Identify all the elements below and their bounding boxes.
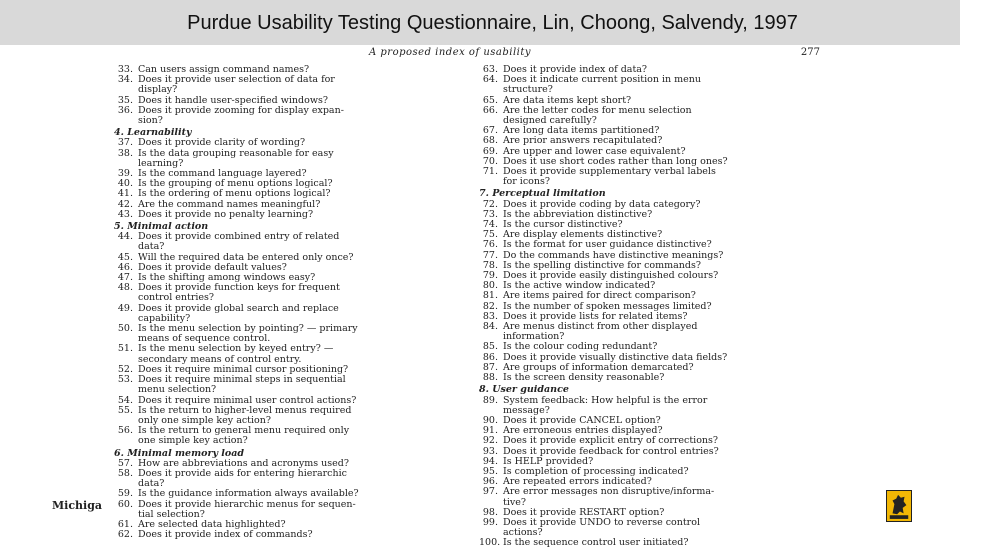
- question-number: 85.: [482, 341, 498, 353]
- question-number: 53.: [117, 374, 133, 386]
- question-text: Is the grouping of menu options logical?: [138, 178, 333, 190]
- question-number: 33.: [117, 64, 133, 75]
- question-text: Are the letter codes for menu selection: [503, 104, 692, 116]
- section-heading: 6. Minimal memory load: [114, 447, 245, 459]
- question-text: Are error messages non disruptive/informa-: [503, 486, 715, 498]
- footer-university-text: Michiga: [52, 499, 103, 512]
- question-number: 97.: [482, 486, 498, 498]
- question-text: Is the screen density reasonable?: [503, 372, 665, 384]
- question-text: Does it provide no penalty learning?: [138, 208, 314, 220]
- question-number: 40.: [117, 178, 133, 190]
- question-number: 44.: [117, 231, 133, 243]
- question-text: structure?: [503, 84, 553, 96]
- question-text: Are prior answers recapitulated?: [503, 135, 663, 147]
- section-heading: 7. Perceptual limitation: [479, 188, 606, 200]
- question-number: 58.: [117, 467, 133, 479]
- question-text: tive?: [503, 496, 526, 508]
- question-text: Does it provide UNDO to reverse control: [503, 516, 700, 528]
- question-number: 81.: [482, 290, 498, 302]
- question-number: 45.: [117, 251, 133, 263]
- question-text: Does it provide CANCEL option?: [503, 414, 661, 426]
- question-number: 57.: [117, 457, 133, 469]
- question-number: 54.: [117, 394, 133, 406]
- question-number: 56.: [117, 425, 133, 437]
- question-text: display?: [138, 84, 178, 96]
- question-text: actions?: [503, 527, 543, 539]
- question-text: Is the colour coding redundant?: [503, 341, 658, 353]
- question-number: 43.: [117, 208, 133, 220]
- question-column-right: [479, 65, 809, 549]
- question-text: menu selection?: [138, 384, 217, 396]
- question-text: Is the ordering of menu options logical?: [138, 188, 331, 200]
- question-number: 34.: [117, 74, 133, 86]
- question-number: 69.: [482, 145, 498, 157]
- question-text: Is the data grouping reasonable for easy: [138, 147, 334, 159]
- question-number: 86.: [482, 351, 498, 363]
- question-text: Does it provide user selection of data for: [138, 74, 335, 86]
- question-text: Does it provide aids for entering hierarchic: [138, 467, 347, 479]
- question-number: 59.: [117, 488, 133, 500]
- question-text: Is the abbreviation distinctive?: [503, 208, 653, 220]
- question-number: 91.: [482, 425, 498, 437]
- question-text: Is the shifting among windows easy?: [138, 272, 316, 284]
- question-number: 96.: [482, 476, 498, 488]
- question-number: 39.: [117, 168, 133, 180]
- question-number: 79.: [482, 270, 498, 282]
- question-text: Are display elements distinctive?: [503, 229, 663, 241]
- question-text: Does it provide lists for related items?: [503, 310, 688, 322]
- question-text: secondary means of control entry.: [138, 353, 302, 365]
- question-number: 84.: [482, 321, 498, 333]
- question-number: 42.: [117, 198, 133, 210]
- question-item: [114, 385, 444, 395]
- question-number: 100.: [479, 537, 501, 549]
- question-item: [114, 436, 444, 446]
- question-text: control entries?: [138, 292, 215, 304]
- question-text: message?: [503, 404, 550, 416]
- question-number: 78.: [482, 259, 498, 271]
- question-text: Is the return to general menu required only: [138, 425, 350, 437]
- question-number: 36.: [117, 104, 133, 116]
- question-item: [479, 436, 809, 446]
- question-number: 90.: [482, 414, 498, 426]
- question-text: Does it use short codes rather than long ones?: [503, 155, 728, 167]
- question-number: 88.: [482, 372, 498, 384]
- question-item: [114, 489, 444, 499]
- question-text: Does it handle user-specified windows?: [138, 94, 328, 106]
- question-item: [114, 106, 444, 116]
- question-text: Does it provide easily distinguished colours?: [503, 270, 719, 282]
- question-number: 72.: [482, 198, 498, 210]
- question-item: [479, 487, 809, 497]
- question-text: only one simple key action?: [138, 414, 271, 426]
- question-number: 47.: [117, 272, 133, 284]
- question-text: Does it require minimal user control actions?: [138, 394, 357, 406]
- question-text: Are erroneous entries displayed?: [503, 425, 663, 437]
- question-text: Is the number of spoken messages limited?: [503, 300, 712, 312]
- question-text: Does it provide index of data?: [503, 64, 648, 75]
- question-number: 75.: [482, 229, 498, 241]
- question-text: Are selected data highlighted?: [138, 518, 286, 530]
- question-text: Is the sequence control user initiated?: [503, 537, 689, 549]
- question-item: [114, 116, 444, 126]
- question-number: 98.: [482, 506, 498, 518]
- question-text: capability?: [138, 312, 191, 324]
- question-text: means of sequence control.: [138, 333, 271, 345]
- question-text: Does it provide coding by data category?: [503, 198, 701, 210]
- question-text: Does it provide combined entry of related: [138, 231, 340, 243]
- question-number: 46.: [117, 261, 133, 273]
- question-text: System feedback: How helpful is the error: [503, 394, 708, 406]
- question-text: Does it provide feedback for control entries?: [503, 445, 719, 457]
- question-text: Is the command language layered?: [138, 168, 307, 180]
- question-text: information?: [503, 331, 565, 343]
- question-text: Does it require minimal cursor positioning?: [138, 363, 349, 375]
- scan-running-header: A proposed index of usability: [369, 47, 532, 58]
- question-text: Is the active window indicated?: [503, 280, 656, 292]
- question-number: 67.: [482, 125, 498, 137]
- question-text: Are the command names meaningful?: [138, 198, 321, 210]
- question-text: Does it provide global search and replace: [138, 302, 339, 314]
- section-heading: 5. Minimal action: [114, 221, 209, 233]
- question-number: 93.: [482, 445, 498, 457]
- question-number: 74.: [482, 219, 498, 231]
- question-number: 61.: [117, 518, 133, 530]
- question-text: Is the menu selection by pointing? — primary: [138, 323, 358, 335]
- question-text: Are menus distinct from other displayed: [503, 321, 698, 333]
- scan-page-number: 277: [800, 47, 820, 58]
- question-text: Does it provide default values?: [138, 261, 287, 273]
- question-number: 63.: [482, 64, 498, 75]
- question-number: 50.: [117, 323, 133, 335]
- question-text: Are upper and lower case equivalent?: [503, 145, 686, 157]
- question-text: Does it provide RESTART option?: [503, 506, 665, 518]
- section-heading: 8. User guidance: [479, 384, 569, 396]
- question-text: Is the menu selection by keyed entry? —: [138, 343, 334, 355]
- question-number: 95.: [482, 465, 498, 477]
- question-text: Does it provide function keys for frequent: [138, 282, 340, 294]
- question-number: 70.: [482, 155, 498, 167]
- question-text: Does it provide index of commands?: [138, 529, 313, 541]
- question-text: designed carefully?: [503, 115, 597, 127]
- question-text: data?: [138, 478, 165, 490]
- question-number: 62.: [117, 529, 133, 541]
- question-number: 49.: [117, 302, 133, 314]
- question-number: 87.: [482, 361, 498, 373]
- question-column-left: [114, 65, 444, 540]
- question-item: [479, 177, 809, 187]
- question-text: Are long data items partitioned?: [503, 125, 660, 137]
- question-text: Is the cursor distinctive?: [503, 219, 623, 231]
- question-number: 60.: [117, 498, 133, 510]
- question-number: 80.: [482, 280, 498, 292]
- section-heading: 4. Learnability: [114, 127, 192, 139]
- question-number: 55.: [117, 404, 133, 416]
- question-text: Does it indicate current position in menu: [503, 74, 702, 86]
- question-text: one simple key action?: [138, 435, 248, 447]
- question-text: Is the guidance information always available?: [138, 488, 359, 500]
- question-number: 48.: [117, 282, 133, 294]
- question-item: [479, 538, 809, 548]
- question-number: 89.: [482, 394, 498, 406]
- scanned-page: [94, 45, 880, 549]
- question-number: 66.: [482, 104, 498, 116]
- question-text: Does it provide hierarchic menus for sequen-: [138, 498, 356, 510]
- question-text: learning?: [138, 157, 184, 169]
- question-text: Will the required data be entered only once?: [138, 251, 354, 263]
- question-number: 99.: [482, 516, 498, 528]
- question-text: Does it provide visually distinctive data fields?: [503, 351, 728, 363]
- question-text: Is the spelling distinctive for commands?: [503, 259, 701, 271]
- question-number: 37.: [117, 137, 133, 149]
- question-number: 41.: [117, 188, 133, 200]
- question-number: 68.: [482, 135, 498, 147]
- question-item: [114, 530, 444, 540]
- question-number: 92.: [482, 435, 498, 447]
- question-number: 94.: [482, 455, 498, 467]
- question-text: Are groups of information demarcated?: [503, 361, 694, 373]
- question-text: Can users assign command names?: [138, 64, 310, 75]
- question-number: 71.: [482, 166, 498, 178]
- question-number: 35.: [117, 94, 133, 106]
- question-text: Does it provide clarity of wording?: [138, 137, 306, 149]
- question-text: Is the format for user guidance distinctive?: [503, 239, 712, 251]
- slide-title: Purdue Usability Testing Questionnaire, Lin, Choong, Salvendy, 1997: [187, 12, 798, 34]
- question-number: 76.: [482, 239, 498, 251]
- question-text: Are items paired for direct comparison?: [503, 290, 696, 302]
- question-text: sion?: [138, 115, 163, 127]
- question-text: Does it require minimal steps in sequential: [138, 374, 346, 386]
- question-number: 52.: [117, 363, 133, 375]
- question-number: 83.: [482, 310, 498, 322]
- question-text: Does it provide explicit entry of corrections?: [503, 435, 719, 447]
- question-text: tial selection?: [138, 508, 205, 520]
- question-text: Is the return to higher-level menus required: [138, 404, 352, 416]
- question-number: 77.: [482, 249, 498, 261]
- question-text: Does it provide zooming for display expan-: [138, 104, 344, 116]
- wolverine-logo-icon: [886, 490, 912, 522]
- question-text: Is completion of processing indicated?: [503, 465, 689, 477]
- question-text: How are abbreviations and acronyms used?: [138, 457, 349, 469]
- question-item: [479, 373, 809, 383]
- question-number: 51.: [117, 343, 133, 355]
- question-text: Do the commands have distinctive meanings?: [503, 249, 724, 261]
- question-number: 73.: [482, 208, 498, 220]
- question-number: 64.: [482, 74, 498, 86]
- question-item: [114, 210, 444, 220]
- question-text: Is HELP provided?: [503, 455, 594, 467]
- question-number: 38.: [117, 147, 133, 159]
- question-text: Does it provide supplementary verbal labels: [503, 166, 716, 178]
- question-text: for icons?: [503, 176, 550, 188]
- question-text: Are repeated errors indicated?: [503, 476, 652, 488]
- question-text: Are data items kept short?: [503, 94, 632, 106]
- question-number: 65.: [482, 94, 498, 106]
- question-number: 82.: [482, 300, 498, 312]
- question-text: data?: [138, 241, 165, 253]
